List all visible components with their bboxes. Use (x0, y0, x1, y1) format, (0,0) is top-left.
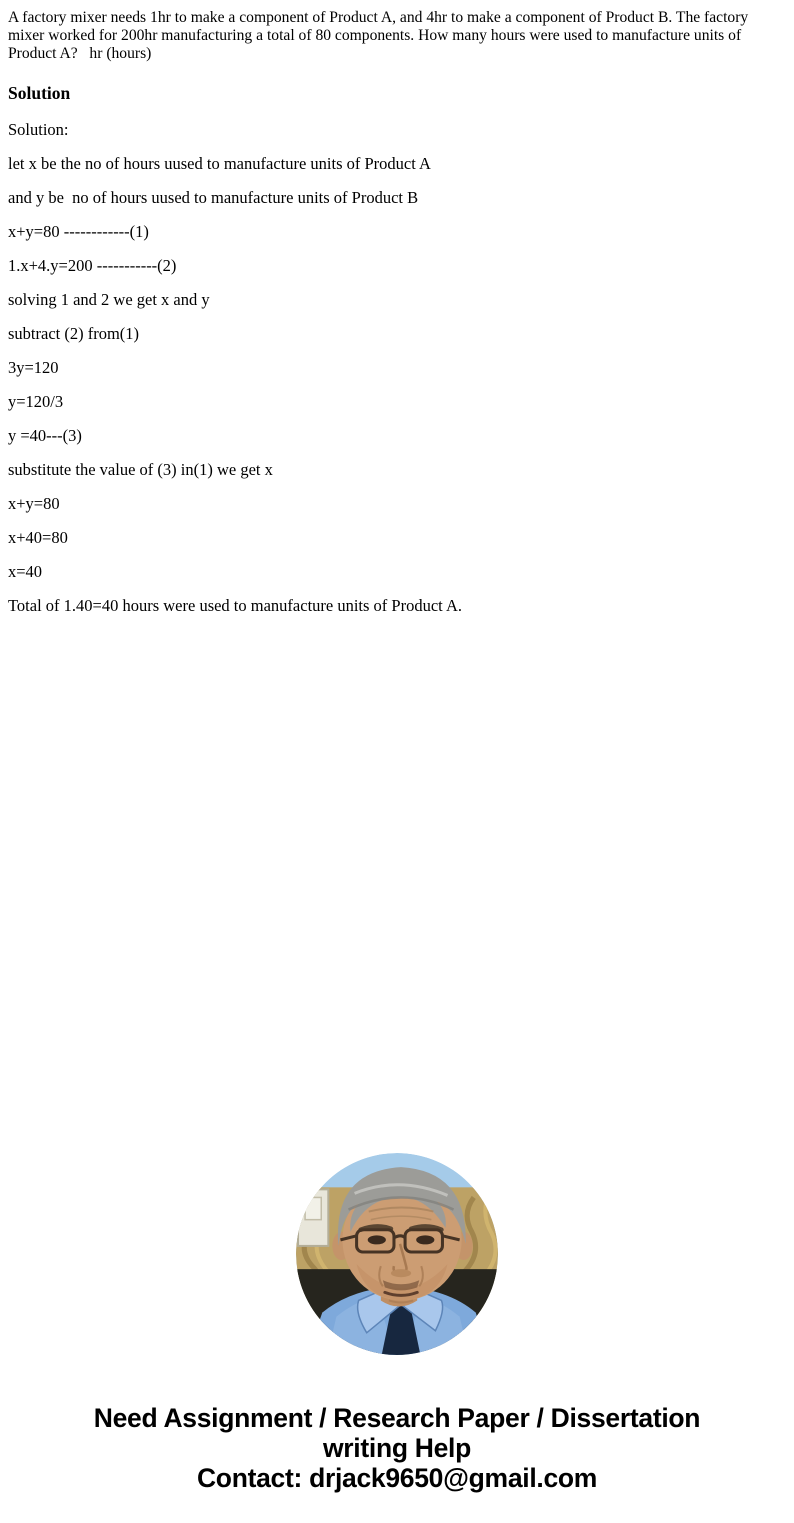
solution-line: subtract (2) from(1) (8, 324, 140, 343)
solution-line: Total of 1.40=40 hours were used to manufacture units of Product A. (8, 596, 463, 615)
main-content (0, 0, 794, 615)
solution-heading: Solution (8, 83, 71, 103)
solution-line: 3y=120 (8, 358, 59, 377)
solution-line: solving 1 and 2 we get x and y (8, 290, 210, 309)
footer-line: Need Assignment / Research Paper / Dissertation (93, 1403, 701, 1433)
solution-line: x+y=80 ------------(1) (8, 222, 149, 241)
solution-line: x+y=80 (8, 494, 60, 513)
solution-steps (8, 120, 780, 615)
solution-line: 1.x+4.y=200 -----------(2) (8, 256, 177, 275)
footer-contact-email: Contact: drjack9650@gmail.com (196, 1463, 598, 1493)
footer-line: writing Help (322, 1433, 472, 1463)
solution-line: y =40---(3) (8, 426, 82, 445)
solution-line: Solution: (8, 120, 69, 139)
footer-banner (0, 1403, 794, 1493)
solution-line: x=40 (8, 562, 43, 581)
tutor-photo-avatar (296, 1153, 498, 1355)
solution-line: let x be the no of hours uused to manufacture units of Product A (8, 154, 431, 173)
solution-line: and y be no of hours uused to manufacture units of Product B (8, 188, 419, 207)
solution-line: x+40=80 (8, 528, 68, 547)
solution-line: y=120/3 (8, 392, 64, 411)
question-text: A factory mixer needs 1hr to make a component of Product A, and 4hr to make a component of Product B. The factory mixer worked for 200hr manufacturing a total of 80 components. How many hours were used to manufacture units of Product A? hr (hours) (8, 9, 753, 62)
solution-line: substitute the value of (3) in(1) we get x (8, 460, 273, 479)
tutor-face-illustration (296, 1153, 498, 1355)
